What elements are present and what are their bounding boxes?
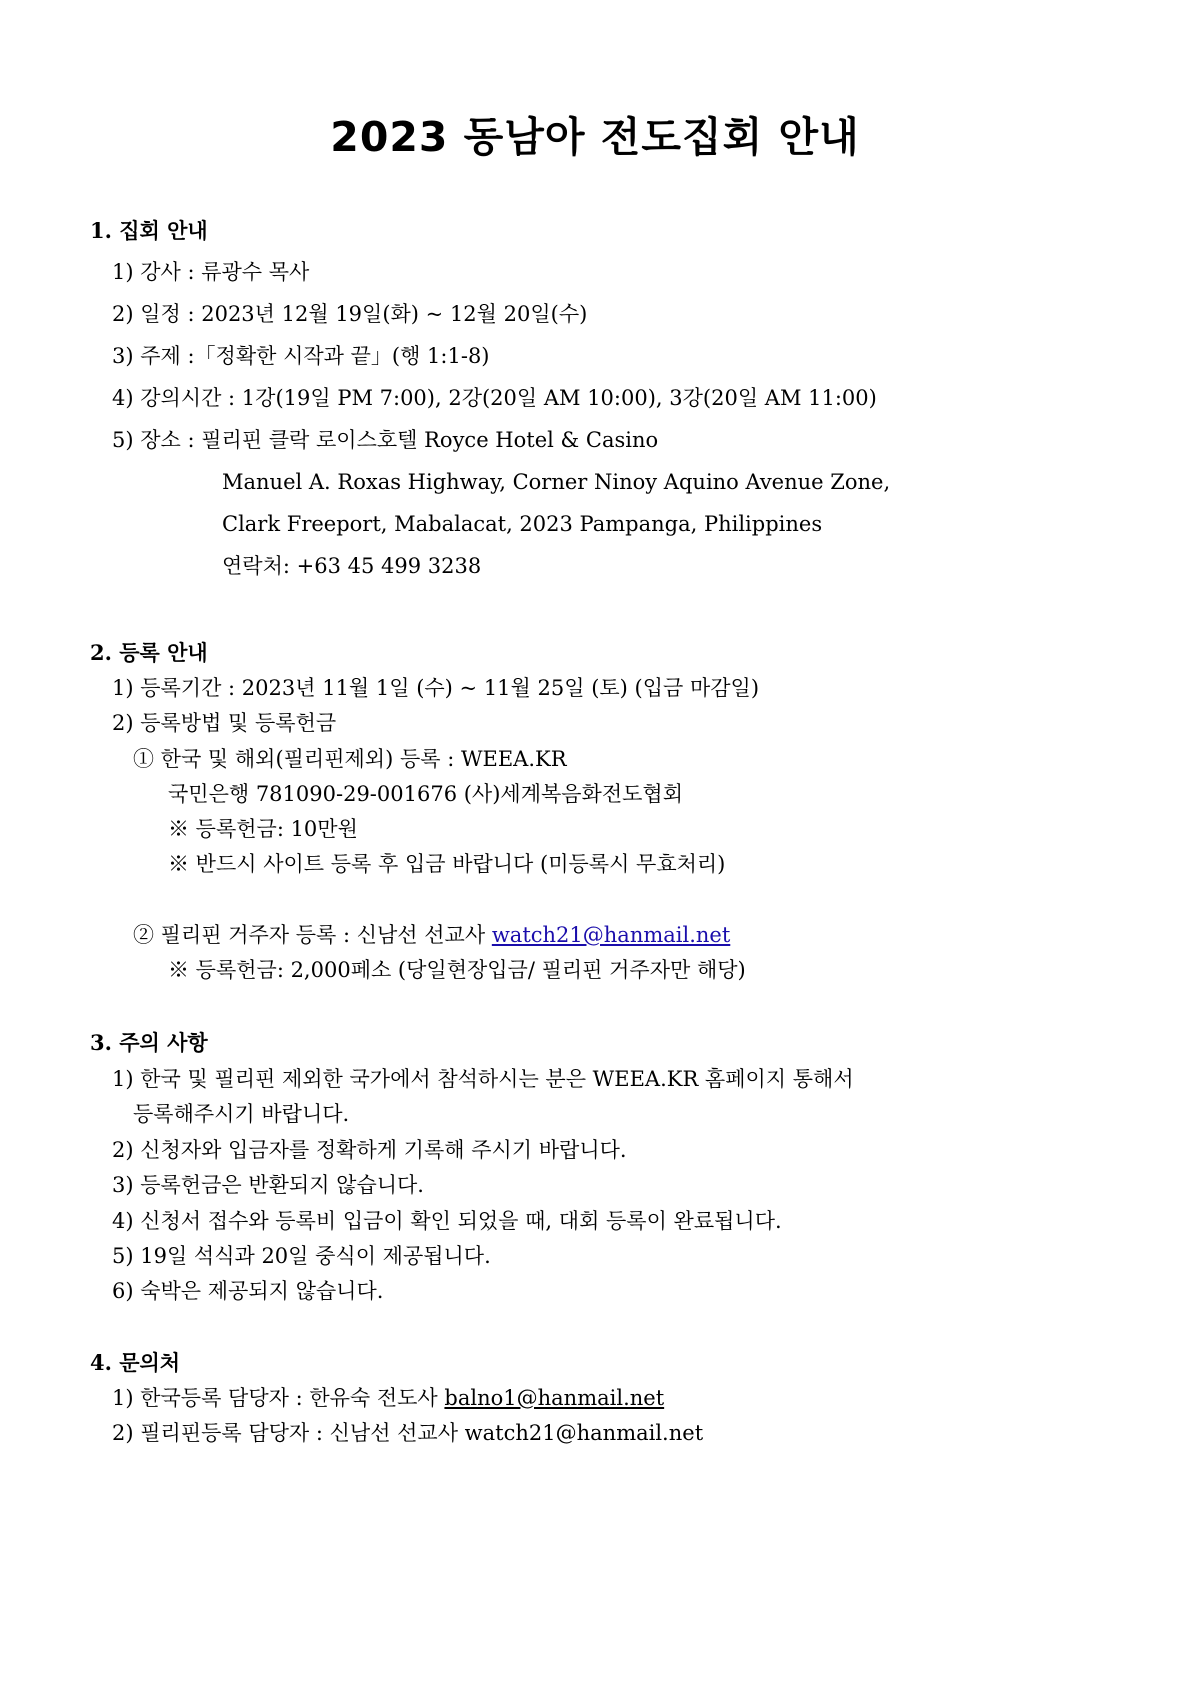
venue-contact: 연락처: +63 45 499 3238 [222, 554, 482, 578]
philippines-fee-note: ※ 등록헌금: 2,000페소 (당일현장입금/ 필리핀 거주자만 해당) [168, 958, 746, 982]
notice-4: 4) 신청서 접수와 등록비 입금이 확인 되었을 때, 대회 등록이 완료됩니다. [112, 1209, 782, 1233]
philippines-email-link[interactable]: watch21@hanmail.net [491, 923, 731, 947]
notice-1-line-1: 1) 한국 및 필리핀 제외한 국가에서 참석하시는 분은 WEEA.KR 홈페이지 통해서 [112, 1067, 854, 1091]
page-title: 2023 동남아 전도집회 안내 [330, 113, 860, 161]
section-heading-contact: 4. 문의처 [90, 1350, 181, 1375]
notice-1-line-2: 등록해주시기 바랍니다. [133, 1102, 350, 1126]
notice-2: 2) 신청자와 입금자를 정확하게 기록해 주시기 바랍니다. [112, 1138, 627, 1162]
venue-address-line-1: Manuel A. Roxas Highway, Corner Ninoy Aquino Avenue Zone, [222, 470, 891, 494]
registration-philippines [133, 922, 730, 948]
registration-korea-overseas: ① 한국 및 해외(필리핀제외) 등록 : WEEA.KR [133, 747, 567, 771]
schedule-line: 2) 일정 : 2023년 12월 19일(화) ~ 12월 20일(수) [112, 302, 588, 326]
korea-contact [112, 1385, 664, 1411]
notice-3: 3) 등록헌금은 반환되지 않습니다. [112, 1173, 424, 1197]
venue-address-line-2: Clark Freeport, Mabalacat, 2023 Pampanga, Philippines [222, 512, 823, 536]
speaker-line: 1) 강사 : 류광수 목사 [112, 260, 310, 284]
lecture-time-line: 4) 강의시간 : 1강(19일 PM 7:00), 2강(20일 AM 10:00), 3강(20일 AM 11:00) [112, 386, 877, 410]
payment-note: ※ 반드시 사이트 등록 후 입금 바랍니다 (미등록시 무효처리) [168, 852, 726, 876]
registration-period: 1) 등록기간 : 2023년 11월 1일 (수) ~ 11월 25일 (토) (입금 마감일) [112, 676, 760, 700]
notice-5: 5) 19일 석식과 20일 중식이 제공됩니다. [112, 1244, 491, 1268]
korea-contact-label: 1) 한국등록 담당자 : 한유숙 전도사 [112, 1386, 438, 1410]
registration-philippines-label: ② 필리핀 거주자 등록 : 신남선 선교사 [133, 923, 486, 947]
registration-method: 2) 등록방법 및 등록헌금 [112, 711, 337, 735]
theme-line: 3) 주제 :「정확한 시작과 끝」(행 1:1-8) [112, 344, 490, 368]
philippines-contact: 2) 필리핀등록 담당자 : 신남선 선교사 watch21@hanmail.net [112, 1421, 704, 1445]
section-heading-meeting: 1. 집회 안내 [90, 218, 208, 243]
notice-6: 6) 숙박은 제공되지 않습니다. [112, 1279, 384, 1303]
fee-note: ※ 등록헌금: 10만원 [168, 817, 358, 841]
section-heading-notices: 3. 주의 사항 [90, 1030, 208, 1055]
korea-email-link[interactable]: balno1@hanmail.net [444, 1386, 665, 1410]
bank-account: 국민은행 781090-29-001676 (사)세계복음화전도협회 [168, 782, 683, 806]
venue-line: 5) 장소 : 필리핀 클락 로이스호텔 Royce Hotel & Casino [112, 428, 659, 452]
section-heading-registration: 2. 등록 안내 [90, 640, 208, 665]
